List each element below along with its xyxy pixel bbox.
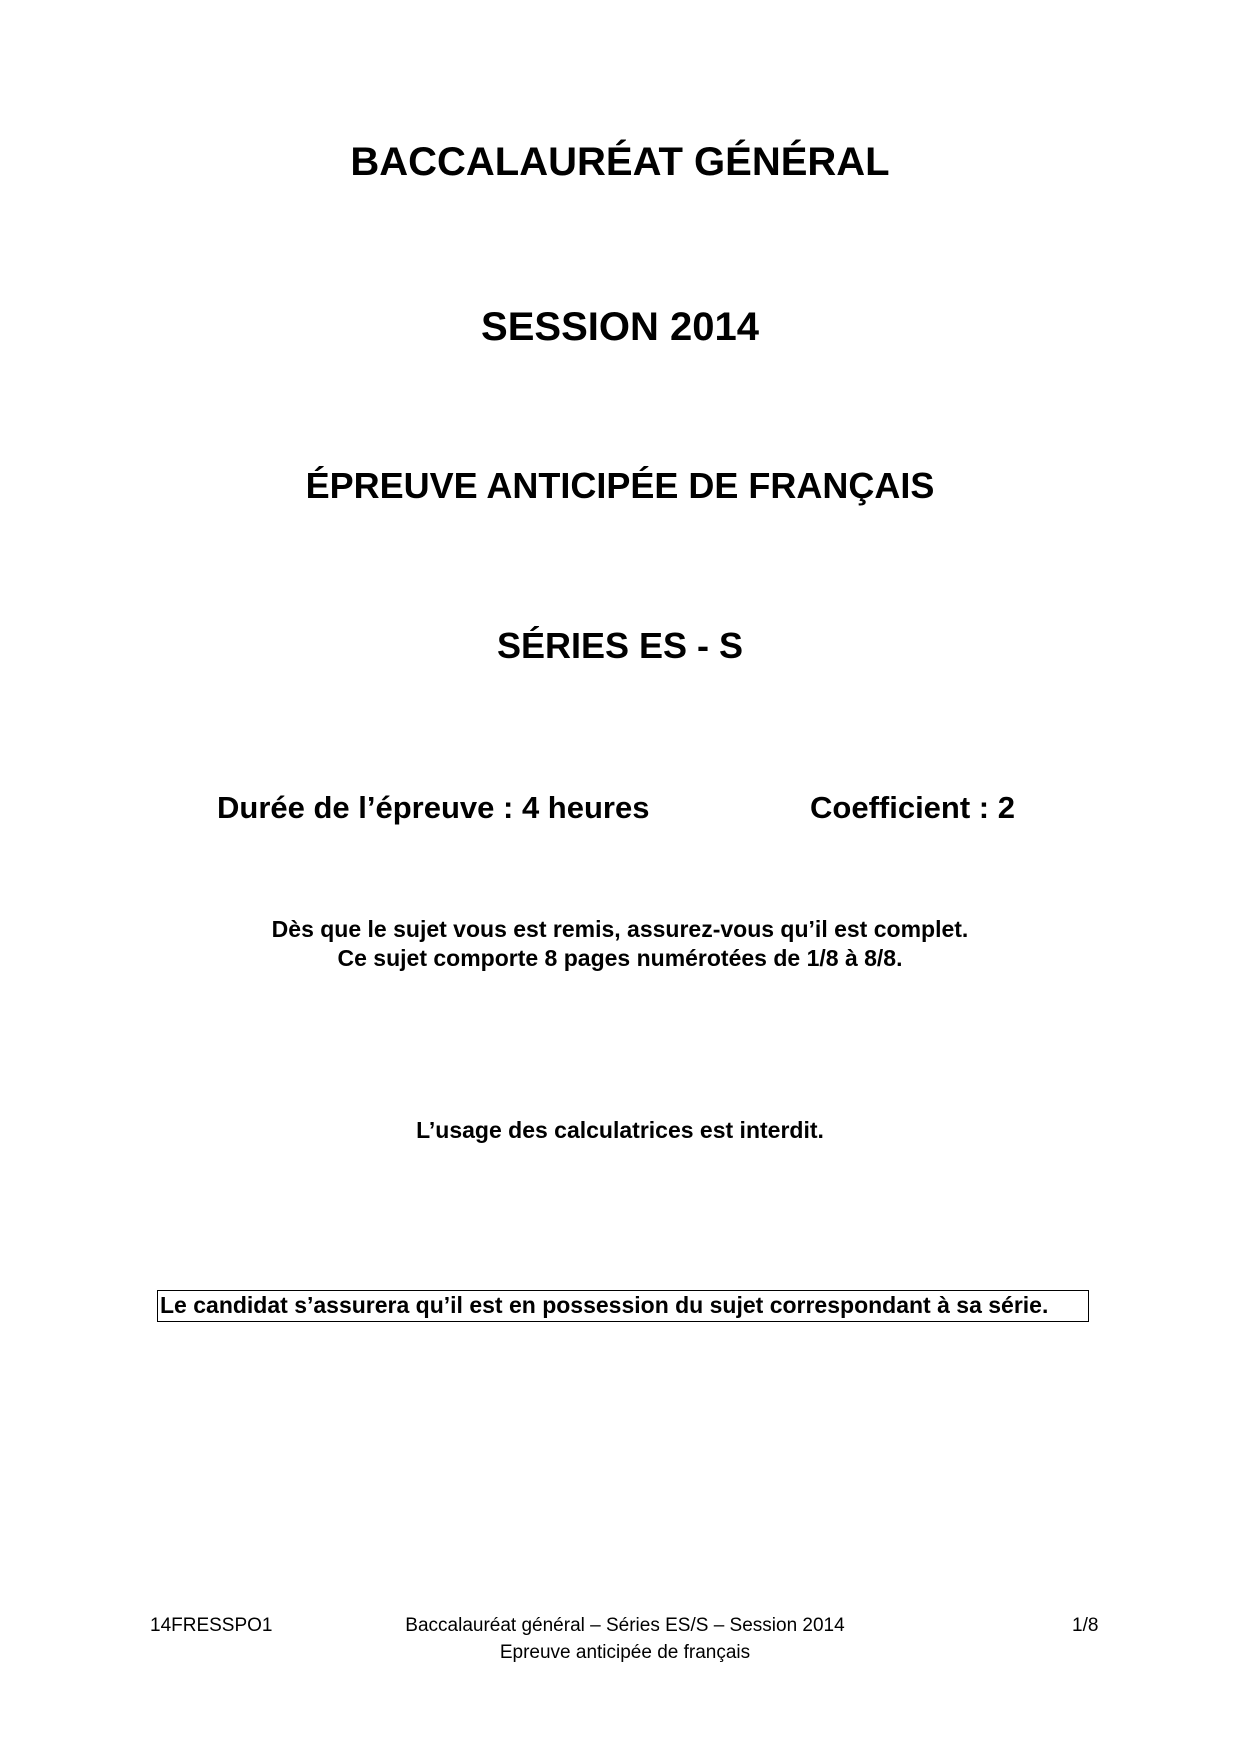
footer-center-line-2: Epreuve anticipée de français xyxy=(499,1642,751,1663)
footer-page-number: 1/8 xyxy=(1072,1615,1099,1636)
instructions-block xyxy=(0,915,1240,973)
exam-duration: Durée de l’épreuve : 4 heures xyxy=(217,790,650,825)
footer-code: 14FRESSPO1 xyxy=(150,1615,273,1636)
exam-session: SESSION 2014 xyxy=(481,305,759,349)
exam-subject: ÉPREUVE ANTICIPÉE DE FRANÇAIS xyxy=(305,465,935,506)
footer-center xyxy=(380,1612,870,1666)
boxed-notice: Le candidat s’assurera qu’il est en possession du sujet correspondant à sa série. xyxy=(157,1290,1089,1322)
exam-title: BACCALAURÉAT GÉNÉRAL xyxy=(350,140,890,184)
exam-coefficient: Coefficient : 2 xyxy=(810,790,1015,825)
instructions-line-1: Dès que le sujet vous est remis, assurez-vous qu’il est complet. xyxy=(271,916,969,942)
calculators-notice: L’usage des calculatrices est interdit. xyxy=(416,1117,824,1143)
instructions-line-2: Ce sujet comporte 8 pages numérotées de 1/8 à 8/8. xyxy=(337,945,903,971)
footer-center-line-1: Baccalauréat général – Séries ES/S – Session 2014 xyxy=(405,1615,845,1636)
exam-series: SÉRIES ES - S xyxy=(496,625,744,666)
